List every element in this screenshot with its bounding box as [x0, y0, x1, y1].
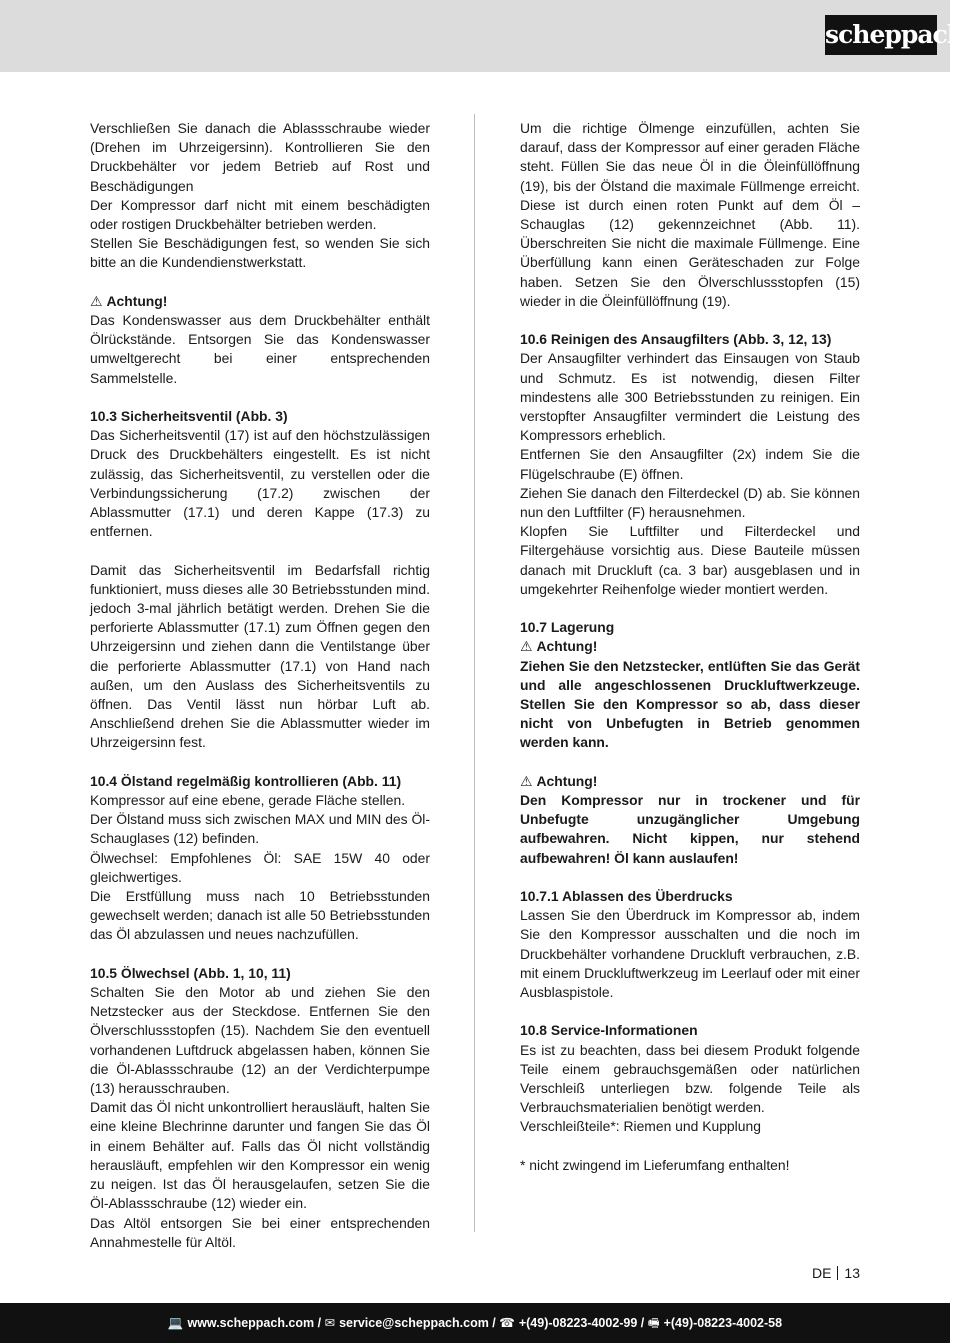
paragraph: Schalten Sie den Motor ab und ziehen Sie den Netzstecker aus der Steckdose. Entfernen Sie den Ölverschlussstopfen (15). Nachdem Sie den eventuell vorhandenen Luftdruck abgelassen haben, können Sie die Öl-Ablassschraube (12) an der Verdichterpumpe (13) herausschrauben. [90, 984, 430, 1097]
footer-fax: +(49)-08223-4002-58 [663, 1316, 783, 1330]
section-heading-10-5: 10.5 Ölwechsel (Abb. 1, 10, 11) [90, 964, 291, 981]
computer-icon: 💻 [167, 1316, 184, 1330]
scheppach-logo: scheppach [825, 15, 937, 55]
section-heading-10-4: 10.4 Ölstand regelmäßig kontrollieren (Abb. 11) [90, 772, 402, 789]
warning-triangle-icon: ⚠ [520, 638, 533, 655]
column-divider [474, 114, 475, 1232]
warning-triangle-icon: ⚠ [90, 292, 103, 309]
section-heading-10-8: 10.8 Service-Informationen [520, 1022, 698, 1039]
email-icon: ✉ [324, 1316, 336, 1330]
warning-text: Den Kompressor nur in trockener und für Unbefugte unzugänglicher Umgebung aufbewahren. Nicht kippen, nur stehend aufbewahren! Öl kann auslaufen! [520, 792, 860, 866]
paragraph: Entfernen Sie den Ansaugfilter (2x) indem Sie die Flügelschraube (E) öffnen. [520, 446, 860, 482]
paragraph: Ölwechsel: Empfohlenes Öl: SAE 15W 40 oder gleichwertiges. [90, 849, 430, 885]
page-number-separator [837, 1266, 838, 1280]
wear-parts-line: Verschleißteile*: Riemen und Kupplung [520, 1118, 761, 1135]
paragraph: Die Erstfüllung muss nach 10 Betriebsstunden gewechselt werden; danach ist alle 50 Betriebsstunden das Öl abzulassen und neues nachzufüllen. [90, 888, 430, 943]
paragraph: Das Altöl entsorgen Sie bei einer entsprechenden Annahmestelle für Altöl. [90, 1214, 430, 1250]
warning-heading: ⚠ Achtung! [90, 292, 168, 309]
header-bar [0, 0, 964, 72]
warning-text: Das Kondenswasser aus dem Druckbehälter enthält Ölrückstände. Entsorgen Sie das Kondenswasser umweltgerecht bei einer entsprechenden Sammelstelle. [90, 312, 430, 386]
paragraph: Damit das Öl nicht unkontrolliert herausläuft, halten Sie eine kleine Blechrinne darunter und fangen Sie das Öl in einem Behälter auf. Falls das Öl nicht vollständig herausläuft, empfehlen wir den Kompressor ein wenig zu neigen. Ist das Öl herausgelaufen, setzen Sie die Öl-Ablassschraube (12) wieder ein. [90, 1099, 430, 1212]
footer-email: service@scheppach.com / [339, 1316, 496, 1330]
footnote: * nicht zwingend im Lieferumfang enthalten! [520, 1156, 790, 1173]
intro-paragraph: Stellen Sie Beschädigungen fest, so wenden Sie sich bitte an die Kundendienstwerkstatt. [90, 235, 430, 271]
language-code: DE [811, 1265, 832, 1281]
paragraph: Lassen Sie den Überdruck im Kompressor ab, indem Sie den Kompressor ausschalten und die noch im Druckbehälter vorhandene Druckluft verbrauchen, z.B. mit einem Druckluftwerkzeug im Leerlauf oder mit einer Ausblaspistole. [520, 907, 860, 1001]
paragraph: Ziehen Sie danach den Filterdeckel (D) ab. Sie können nun den Luftfilter (F) herausnehmen. [520, 484, 860, 521]
page-number [812, 1265, 860, 1281]
section-heading-10-7: 10.7 Lagerung [520, 619, 615, 636]
footer-phone: +(49)-08223-4002-99 / [518, 1316, 645, 1330]
paragraph: Der Ölstand muss sich zwischen MAX und MIN des Öl-Schauglases (12) befinden. [90, 811, 430, 847]
right-column [520, 119, 860, 1175]
paragraph: Damit das Sicherheitsventil im Bedarfsfall richtig funktioniert, muss dieses alle 30 Betriebsstunden mind. jedoch 3-mal jährlich betätigt werden. Drehen Sie die perforierte Ablassmutter (17.1) zum Öffnen gegen den Uhrzeigersinn und ziehen dann die Ventilstange über die perforierte Ablassmutter (17.1) von Hand nach außen, um den Auslass des Sicherheitsventils zu öffnen. Das Ventil lässt nun hörbar Luft ab. Anschließend drehen Sie die Ablassmutter wieder im Uhrzeigersinn fest. [90, 561, 430, 751]
footer-website: www.scheppach.com / [187, 1316, 322, 1330]
paragraph: Um die richtige Ölmenge einzufüllen, achten Sie darauf, dass der Kompressor auf einer geraden Fläche steht. Füllen Sie das neue Öl in die Öleinfüllöffnung (19), bis der Ölstand die maximale Füllmenge erreicht. Diese ist durch einen roten Punkt auf dem Öl – Schauglas (12) gekennzeichnet (Abb. 11). Überschreiten Sie nicht die maximale Füllmenge. Eine Überfüllung kann einen Geräteschaden zur Folge haben. Setzen Sie den Ölverschlussstopfen (15) wieder in die Öleinfüllöffnung (19). [520, 120, 860, 309]
warning-text: Ziehen Sie den Netzstecker, entlüften Sie das Gerät und alle angeschlossenen Druckluftwerkzeuge. Stellen Sie den Kompressor so ab, dass dieser nicht von Unbefugten in Betrieb genommen werden kann. [520, 657, 860, 751]
section-heading-10-7-1: 10.7.1 Ablassen des Überdrucks [520, 888, 733, 905]
paragraph: Es ist zu beachten, dass bei diesem Produkt folgende Teile einem gebrauchsgemäßen oder natürlichen Verschleiß unterliegen bzw. folgende Teile als Verbrauchsmaterialien benötigt werden. [520, 1041, 860, 1116]
paragraph: Der Ansaugfilter verhindert das Einsaugen von Staub und Schmutz. Es ist notwendig, diesen Filter mindestens alle 300 Betriebsstunden zu reinigen. Ein verstopfter Ansaugfilter vermindert die Leistung des Kompressors erheblich. [520, 350, 860, 444]
warning-heading: ⚠ Achtung! [520, 638, 598, 655]
footer-bar [0, 1303, 950, 1343]
section-heading-10-6: 10.6 Reinigen des Ansaugfilters (Abb. 3, 12, 13) [520, 331, 832, 348]
page-number-value: 13 [844, 1265, 860, 1281]
fax-icon: 🖷 [647, 1316, 660, 1330]
warning-heading: ⚠ Achtung! [520, 772, 598, 789]
paragraph: Das Sicherheitsventil (17) ist auf den höchstzulässigen Druck des Druckbehälters eingestellt. Es ist nicht zulässig, das Sicherheitsventil, zu verstellen oder die Verbindungssicherung (17.2) zwischen der Ablassmutter (17.1) und deren Kappe (17.3) zu entfernen. [90, 427, 430, 540]
phone-icon: ☎ [499, 1316, 515, 1330]
paragraph: Klopfen Sie Luftfilter und Filterdeckel und Filtergehäuse vorsichtig aus. Diese Bauteile müssen danach mit Druckluft (ca. 3 bar) ausgeblasen und in umgekehrter Reihenfolge wieder montiert werden. [520, 523, 860, 597]
warning-triangle-icon: ⚠ [520, 772, 533, 789]
left-column [90, 119, 430, 1252]
paragraph: Kompressor auf eine ebene, gerade Fläche stellen. [90, 792, 406, 809]
intro-paragraph: Der Kompressor darf nicht mit einem beschädigten oder rostigen Druckbehälter betrieben werden. [90, 196, 430, 233]
section-heading-10-3: 10.3 Sicherheitsventil (Abb. 3) [90, 408, 288, 425]
intro-paragraph: Verschließen Sie danach die Ablassschraube wieder (Drehen im Uhrzeigersinn). Kontrollieren Sie den Druckbehälter vor jedem Betrieb auf Rost und Beschädigungen [90, 120, 430, 194]
